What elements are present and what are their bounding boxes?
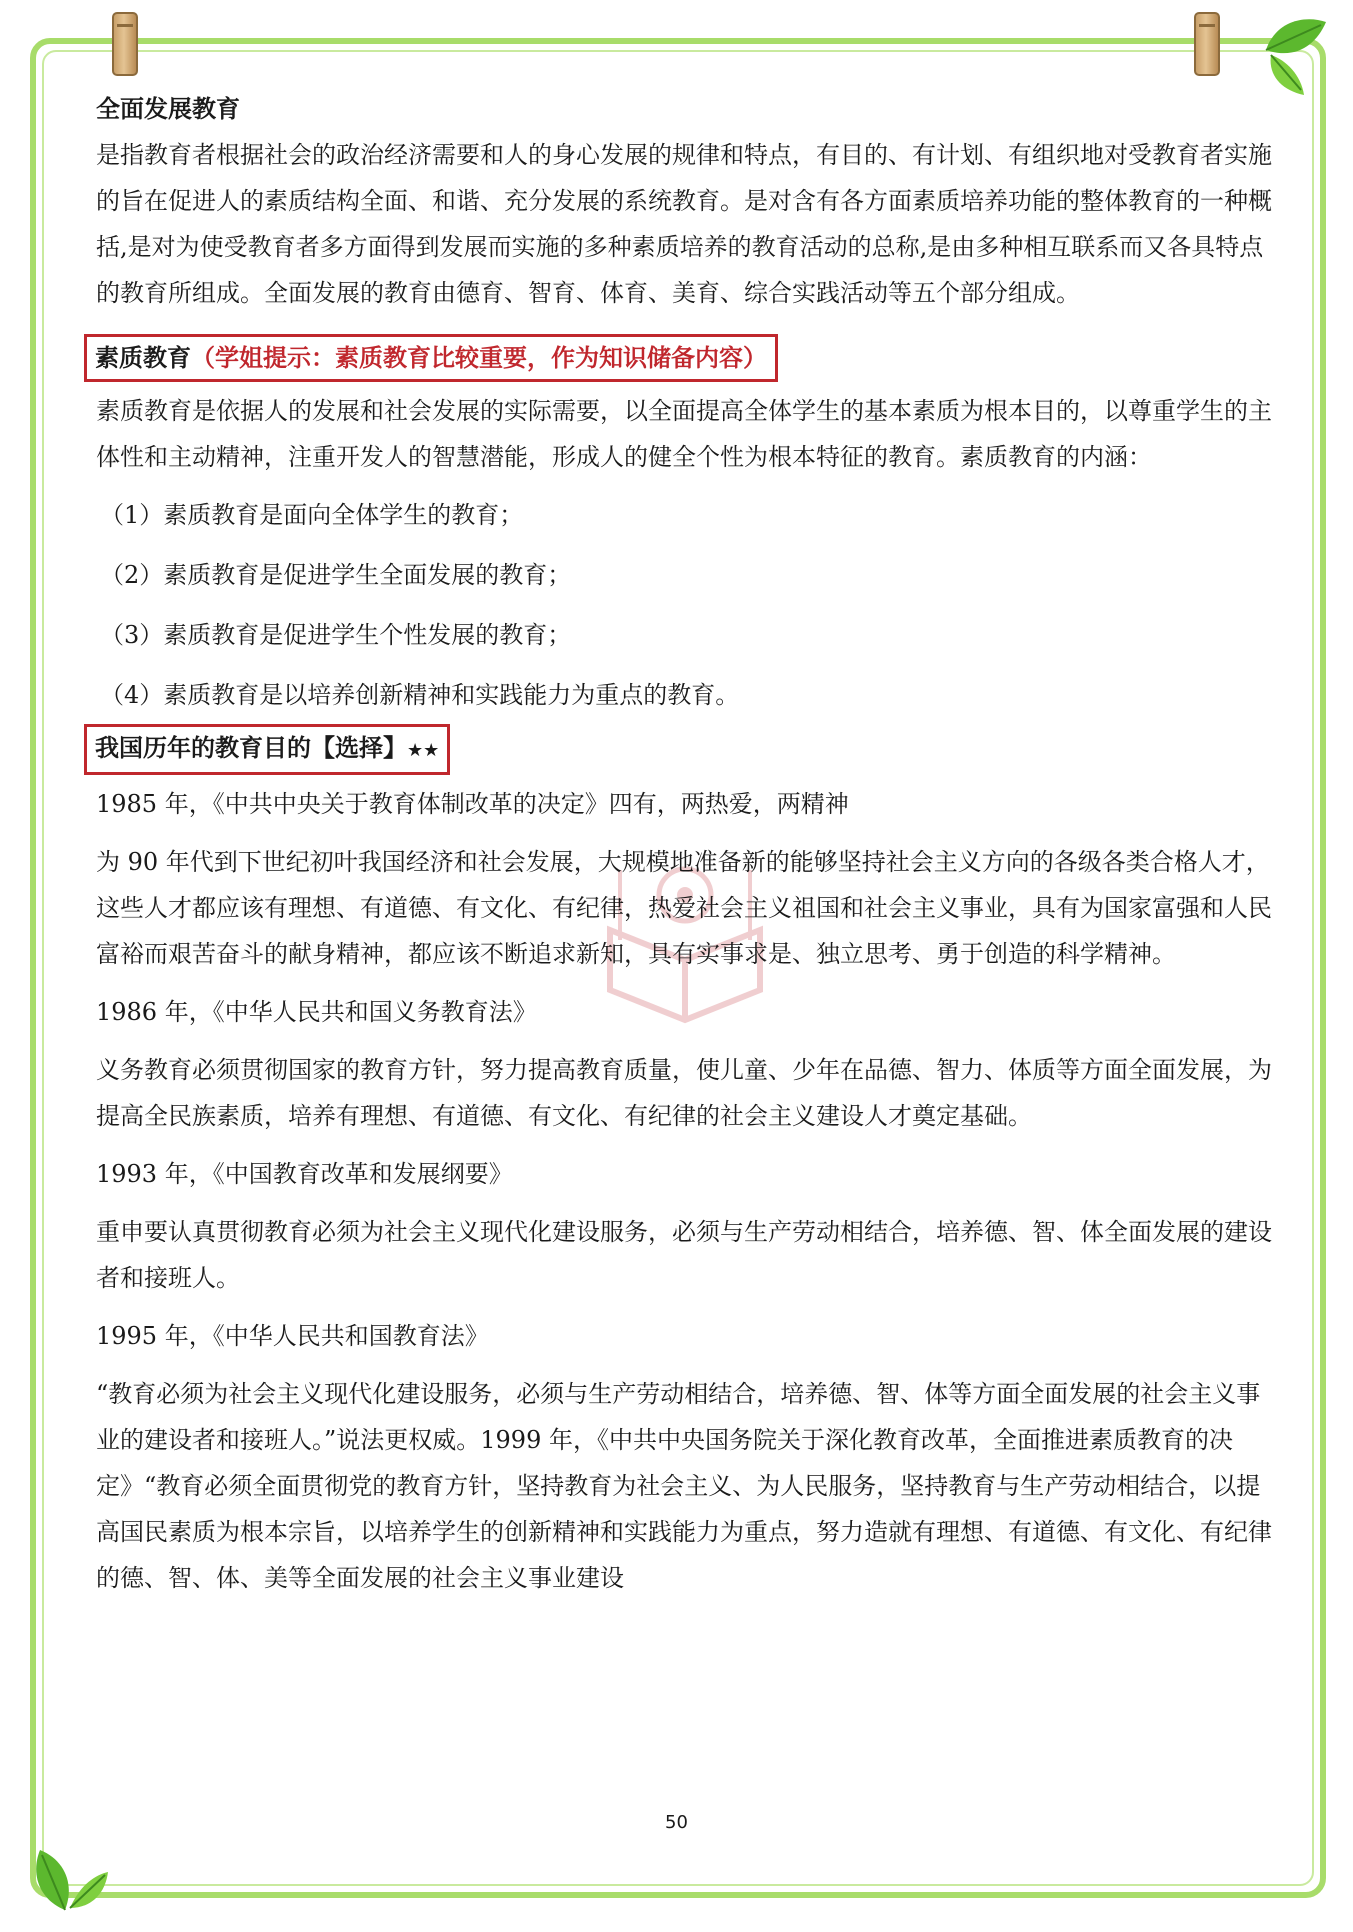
clip-icon — [1194, 12, 1220, 76]
paragraph: 为 90 年代到下世纪初叶我国经济和社会发展，大规模地准备新的能够坚持社会主义方向的各级各类合格人才，这些人才都应该有理想、有道德、有文化、有纪律，热爱社会主义祖国和社会主义事业，具有为国家富强和人民富裕而艰苦奋斗的献身精神，都应该不断追求新知，具有实事求是、独立思考、勇于创造的科学精神。 — [96, 848, 1272, 968]
page-number: 50 — [665, 1812, 688, 1833]
year-line: 1986 年，《中华人民共和国义务教育法》 — [96, 998, 537, 1026]
paragraph: 重申要认真贯彻教育必须为社会主义现代化建设服务，必须与生产劳动相结合，培养德、智、体全面发展的建设者和接班人。 — [96, 1218, 1272, 1292]
year-line: 1985 年，《中共中央关于教育体制改革的决定》四有，两热爱，两精神 — [96, 790, 849, 818]
paragraph: “教育必须为社会主义现代化建设服务，必须与生产劳动相结合，培养德、智、体等方面全面发展的社会主义事业的建设者和接班人。”说法更权威。1999 年，《中共中央国务院关于深化教育改革，全面推进素质教育的决定》“教育必须全面贯彻党的教育方针，坚持教育为社会主义、为人民服务，坚持教育与生产劳动相结合，以提高国民素质为根本宗旨，以培养学生的创新精神和实践能力为重点，努力造就有理想、有道德、有文化、有纪律的德、智、体、美等全面发展的社会主义事业建设 — [96, 1380, 1272, 1592]
heading-note: （学姐提示：素质教育比较重要，作为知识储备内容） — [191, 344, 767, 372]
section-heading: 全面发展教育 — [96, 95, 240, 123]
paragraph: 是指教育者根据社会的政治经济需要和人的身心发展的规律和特点，有目的、有计划、有组织地对受教育者实施的旨在促进人的素质结构全面、和谐、充分发展的系统教育。是对含有各方面素质培养功能的整体教育的一种概括,是对为使受教育者多方面得到发展而实施的多种素质培养的教育活动的总称,是由多种相互联系而又各具特点的教育所组成。全面发展的教育由德育、智育、体育、美育、综合实践活动等五个部分组成。 — [96, 141, 1272, 307]
year-line: 1995 年，《中华人民共和国教育法》 — [96, 1322, 489, 1350]
list-item: （4）素质教育是以培养创新精神和实践能力为重点的教育。 — [100, 681, 740, 709]
section-heading: 素质教育 — [95, 344, 191, 372]
section-heading: 我国历年的教育目的【选择】 — [95, 734, 407, 762]
star-rating: ★★ — [407, 740, 440, 761]
boxed-heading — [84, 334, 778, 382]
list-item: （1）素质教育是面向全体学生的教育； — [100, 501, 524, 529]
paragraph: 素质教育是依据人的发展和社会发展的实际需要，以全面提高全体学生的基本素质为根本目的，以尊重学生的主体性和主动精神，注重开发人的智慧潜能，形成人的健全个性为根本特征的教育。素质教育的内涵： — [96, 397, 1272, 471]
clip-icon — [112, 12, 138, 76]
list-item: （3）素质教育是促进学生个性发展的教育； — [100, 621, 572, 649]
year-line: 1993 年，《中国教育改革和发展纲要》 — [96, 1160, 513, 1188]
leaf-icon — [20, 1830, 110, 1920]
document-body — [96, 86, 1272, 1613]
paragraph: 义务教育必须贯彻国家的教育方针，努力提高教育质量，使儿童、少年在品德、智力、体质等方面全面发展，为提高全民族素质，培养有理想、有道德、有文化、有纪律的社会主义建设人才奠定基础。 — [96, 1056, 1272, 1130]
boxed-heading — [84, 724, 450, 775]
list-item: （2）素质教育是促进学生全面发展的教育； — [100, 561, 572, 589]
